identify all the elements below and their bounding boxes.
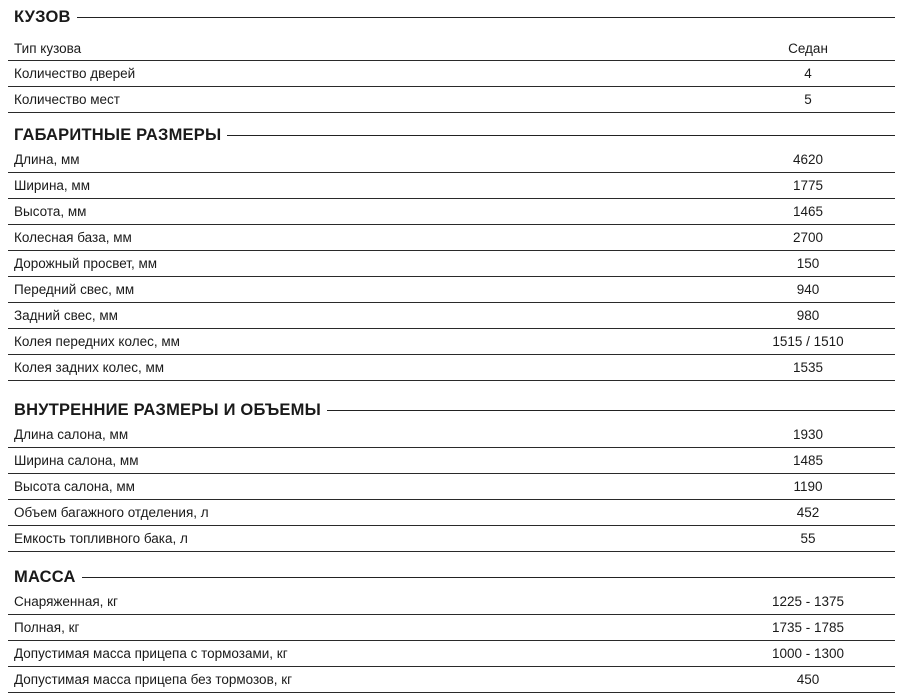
row-label: Снаряженная, кг [14,594,118,609]
row-value: 940 [796,282,820,297]
spec-table [0,422,897,552]
row-label: Колея передних колес, мм [14,334,180,349]
spec-table [0,147,897,381]
row-value: 1465 [792,204,824,219]
row-value: 55 [800,531,816,546]
table-row [8,641,895,667]
row-value: 5 [804,92,812,107]
row-label: Допустимая масса прицепа без тормозов, кг [14,672,293,687]
section-title: МАССА [14,567,82,587]
section-interior [0,400,897,552]
row-label: Емкость топливного бака, л [14,531,188,546]
table-row [8,87,895,113]
row-value: 1930 [792,427,824,442]
section-rule [14,17,895,18]
table-row [8,251,895,277]
row-value: 1775 [792,178,824,193]
row-label: Полная, кг [14,620,80,635]
row-label: Объем багажного отделения, л [14,505,209,520]
section-title: ГАБАРИТНЫЕ РАЗМЕРЫ [14,125,227,145]
table-row [8,422,895,448]
row-value: 4 [804,66,812,81]
table-row [8,173,895,199]
row-value: 450 [796,672,820,687]
row-label: Колея задних колес, мм [14,360,165,375]
table-row [8,448,895,474]
table-row [8,199,895,225]
section-header [0,400,897,420]
row-label: Колесная база, мм [14,230,132,245]
row-value: 452 [796,505,820,520]
table-row [8,329,895,355]
table-row [8,667,895,693]
row-label: Дорожный просвет, мм [14,256,158,271]
table-row [8,500,895,526]
row-value: 150 [796,256,820,271]
table-row [8,147,895,173]
spec-table [0,37,897,113]
row-label: Количество дверей [14,66,136,81]
row-value: 1535 [792,360,824,375]
row-label: Количество мест [14,92,120,107]
table-row [8,615,895,641]
row-value: 1225 - 1375 [771,594,845,609]
row-value: Седан [788,41,828,56]
section-body [0,7,897,113]
row-label: Высота, мм [14,204,87,219]
row-label: Задний свес, мм [14,308,118,323]
table-row [8,37,895,61]
row-label: Ширина, мм [14,178,90,193]
spec-table [0,589,897,693]
row-label: Ширина салона, мм [14,453,139,468]
table-row [8,589,895,615]
row-label: Длина салона, мм [14,427,129,442]
row-value: 1515 / 1510 [772,334,844,349]
row-value: 2700 [792,230,824,245]
row-label: Высота салона, мм [14,479,135,494]
table-row [8,355,895,381]
row-value: 980 [796,308,820,323]
row-label: Длина, мм [14,152,80,167]
section-header [0,125,897,145]
section-header [0,567,897,587]
section-title: ВНУТРЕННИЕ РАЗМЕРЫ И ОБЪЕМЫ [14,400,327,420]
row-value: 1485 [792,453,824,468]
section-mass [0,567,897,693]
section-dimensions [0,125,897,381]
table-row [8,474,895,500]
table-row [8,277,895,303]
row-label: Передний свес, мм [14,282,135,297]
section-header [0,7,897,27]
row-label: Тип кузова [14,41,82,56]
table-row [8,61,895,87]
row-value: 4620 [792,152,824,167]
row-value: 1190 [793,479,823,494]
section-rule [14,577,895,578]
table-row [8,303,895,329]
table-row [8,225,895,251]
row-label: Допустимая масса прицепа с тормозами, кг [14,646,288,661]
table-row [8,526,895,552]
section-title: КУЗОВ [14,7,77,27]
row-value: 1735 - 1785 [771,620,845,635]
row-value: 1000 - 1300 [771,646,845,661]
